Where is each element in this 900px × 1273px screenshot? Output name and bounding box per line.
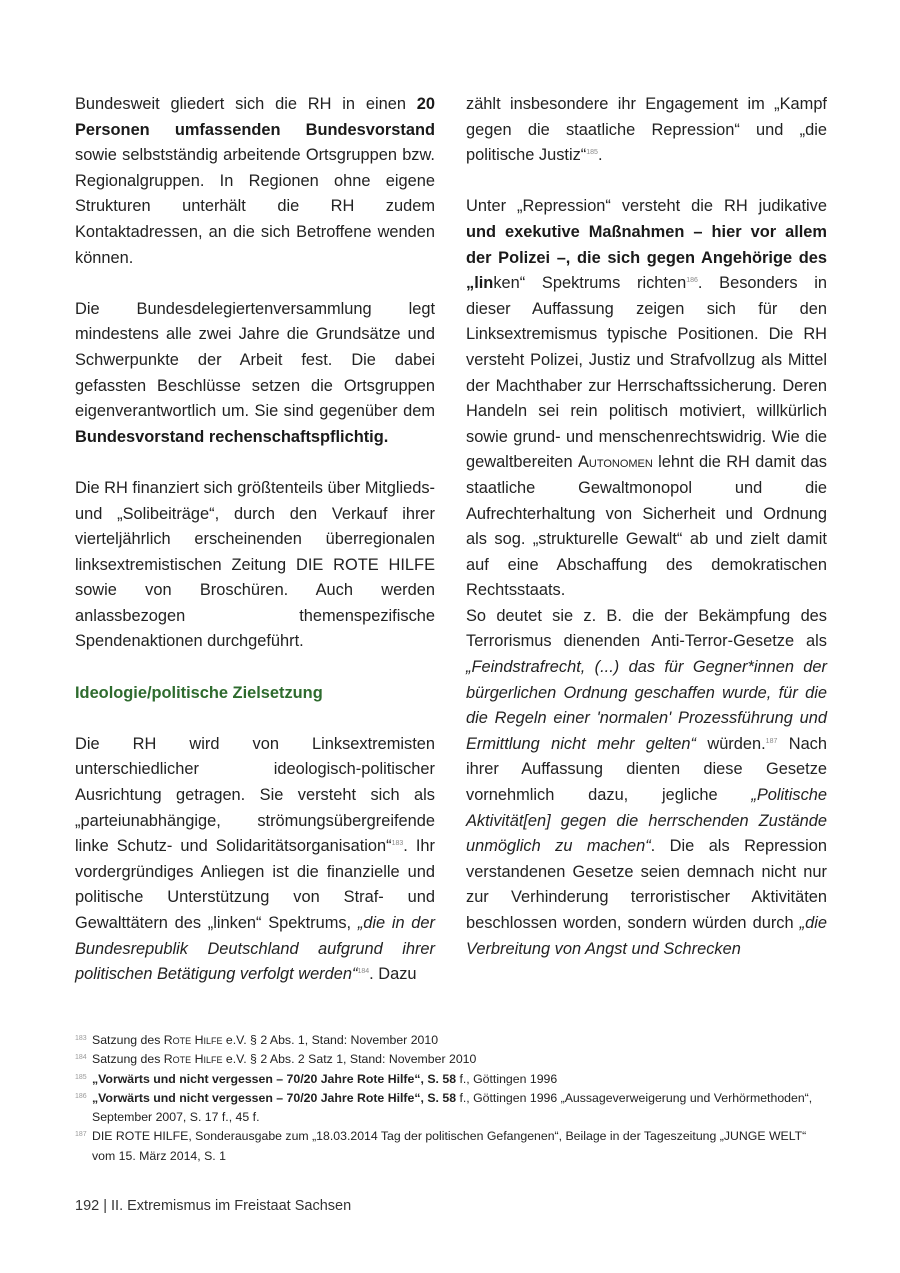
text: . Ihr vordergründiges Anliegen ist die finanzielle und politische Unterstützung von Straf- und Gewalttätern des „linken“ Spektrums, [75, 837, 435, 932]
text: So deutet sie z. B. die der Bekämpfung des Terrorismus dienenden Anti-Terror-Gesetze als [466, 606, 827, 651]
footnote-ref[interactable]: 186 [686, 277, 698, 285]
footnote-number: 186 [75, 1092, 87, 1100]
text: Satzung des [92, 1033, 164, 1047]
text: Satzung des [92, 1052, 164, 1067]
quote: „die in der Bundesrepublik Deutschland aufgrund ihrer politischen Betätigung verfolgt werden“ [75, 914, 436, 984]
text: „Vorwärts und nicht vergessen – 70/20 Jahre Rote Hilfe“, S. 58 [92, 1090, 457, 1105]
footnote-number: 183 [75, 1035, 87, 1042]
text: DIE ROTE HILFE, Sonderausgabe zum „18.03.2014 Tag der politischen Gefangenen“, Beilage in der Tageszeitung „JUNGE WELT“ vom 15. März 2014, S. 1 [92, 1129, 807, 1163]
footnote [75, 1070, 827, 1089]
text: Unter „Repression“ versteht die RH judikative [466, 197, 827, 216]
text: Die Bundesdelegiertenversammlung legt mindestens alle zwei Jahre die Grundsätze und Schwerpunkte der Arbeit fest. Die dabei gefassten Beschlüsse setzen die Ortsgruppen eigenverantwortlich um. Sie sind gegenüber dem [75, 299, 435, 421]
quote: „Politische Aktivität[en] gegen die herrschenden Zustände unmöglich zu machen“ [466, 786, 827, 856]
footnotes [75, 1031, 827, 1166]
text: Bundesweit gliedert sich die RH in einen [75, 95, 417, 113]
paragraph: Die RH finanziert sich größtenteils über Mitglieds- und „Solibeiträge“, durch den Verkauf ihrer vierteljährlich erscheinenden überregionalen linksextremistischen Zeitung DIE ROTE HILFE sowie von Broschüren. Auch werden anlassbezogen themenspezifische Spendenaktionen durchgeführt. [75, 478, 435, 651]
paragraph [75, 297, 435, 451]
paragraph [466, 194, 827, 604]
paragraph [466, 92, 827, 169]
text: e.V. § 2 Abs. 1, Stand: November 2010 [222, 1033, 439, 1047]
text: f., Göttingen 1996 [456, 1071, 558, 1086]
paragraph [75, 92, 435, 271]
footnote-ref[interactable]: 187 [765, 737, 778, 745]
highlighted-text: und exekutive Maßnahmen – hier vor allem der Polizei –, die sich gegen Angehörige des „lin [466, 222, 827, 293]
text: . Besonders in dieser Auffassung zeigen sich für den Linksextremismus typische Positionen. Die RH versteht Polizei, Justiz und Strafvollzug als Mittel der Machthaber zur Herrschaftssicherung. Deren Handeln sei rein politisch motiviert, willkürlich sowie grund- und menschenrechtswidrig. Wie die gewaltbereiten [466, 274, 828, 472]
left-column [75, 92, 435, 988]
text: sowie selbstständig arbeitende Ortsgruppen bzw. Regionalgruppen. In Regionen ohne eigene Strukturen unterhält die RH zudem Kontaktadressen, an die sich Betroffene wenden können. [75, 146, 435, 267]
footnote [75, 1031, 827, 1050]
highlighted-text: Bundesvorstand rechenschaftspflichtig. [75, 427, 389, 446]
footnote [75, 1050, 827, 1069]
footnote-number: 187 [75, 1131, 87, 1139]
text: Nach ihrer Auffassung dienten diese Gesetze vornehmlich dazu, jegliche [466, 734, 827, 805]
footnote [75, 1127, 827, 1166]
smallcaps-term: Rote Hilfe [163, 1052, 223, 1067]
highlighted-text: 20 Personen umfassenden Bundesvorstand [75, 95, 435, 139]
text: . Dazu [369, 965, 417, 984]
quote: „die Verbreitung von Angst und Schrecken [466, 914, 827, 958]
quote: „Feindstrafrecht, (...) das für Gegner*innen der bürgerlichen Ordnung geschaffen wurde, für die die Regeln einer 'normalen' Prozessführung und Ermittlung nicht mehr gelten“ [466, 658, 827, 753]
smallcaps-term: Rote Hilfe [163, 1033, 223, 1047]
footnote-ref[interactable]: 183 [391, 840, 404, 848]
right-column [466, 92, 827, 962]
smallcaps-term: Autonomen [577, 453, 653, 472]
section-heading: Ideologie/politische Zielsetzung [75, 683, 323, 702]
text: e.V. § 2 Abs. 2 Satz 1, Stand: November 2010 [222, 1052, 477, 1067]
text: „Vorwärts und nicht vergessen – 70/20 Jahre Rote Hilfe“, S. 58 [92, 1071, 457, 1086]
footnote-ref[interactable]: 184 [357, 968, 370, 976]
footnote-number: 185 [75, 1073, 87, 1081]
paragraph [75, 732, 435, 988]
text: . Die als Repression verstandenen Gesetze seien demnach nicht nur zur Verhinderung terroristischer Aktivitäten beschlossen worden, sondern würden durch [466, 837, 827, 932]
paragraph [466, 604, 827, 962]
footnote-ref[interactable]: 185 [586, 149, 598, 157]
text: . [597, 146, 603, 165]
text: zählt insbesondere ihr Engagement im „Kampf gegen die staatliche Repression“ und „die politische Justiz“ [466, 95, 827, 165]
text: würden. [695, 734, 766, 753]
footnote-number: 184 [75, 1054, 87, 1062]
text: lehnt die RH damit das staatliche Gewaltmonopol und die Aufrechterhaltung von Sicherheit und Ordnung als sog. „strukturelle Gewalt“ ab und zielt damit auf eine Abschaffung des demokratischen Rechtsstaats. [466, 453, 827, 600]
text: Die RH wird von Linksextremisten unterschiedlicher ideologisch-politischer Ausrichtung getragen. Sie versteht sich als „parteiunabhängige, strömungsübergreifende linke Schutz- und Solidaritätsorganisation“ [75, 734, 435, 856]
footnote [75, 1089, 827, 1128]
text: f., Göttingen 1996 „Aussageverweigerung und Verhörmethoden“, September 2007, S. 17 f., 45 f. [92, 1090, 813, 1125]
text: ken“ Spektrums richten [493, 274, 687, 293]
page-footer: 192 | II. Extremismus im Freistaat Sachsen [75, 1198, 352, 1214]
